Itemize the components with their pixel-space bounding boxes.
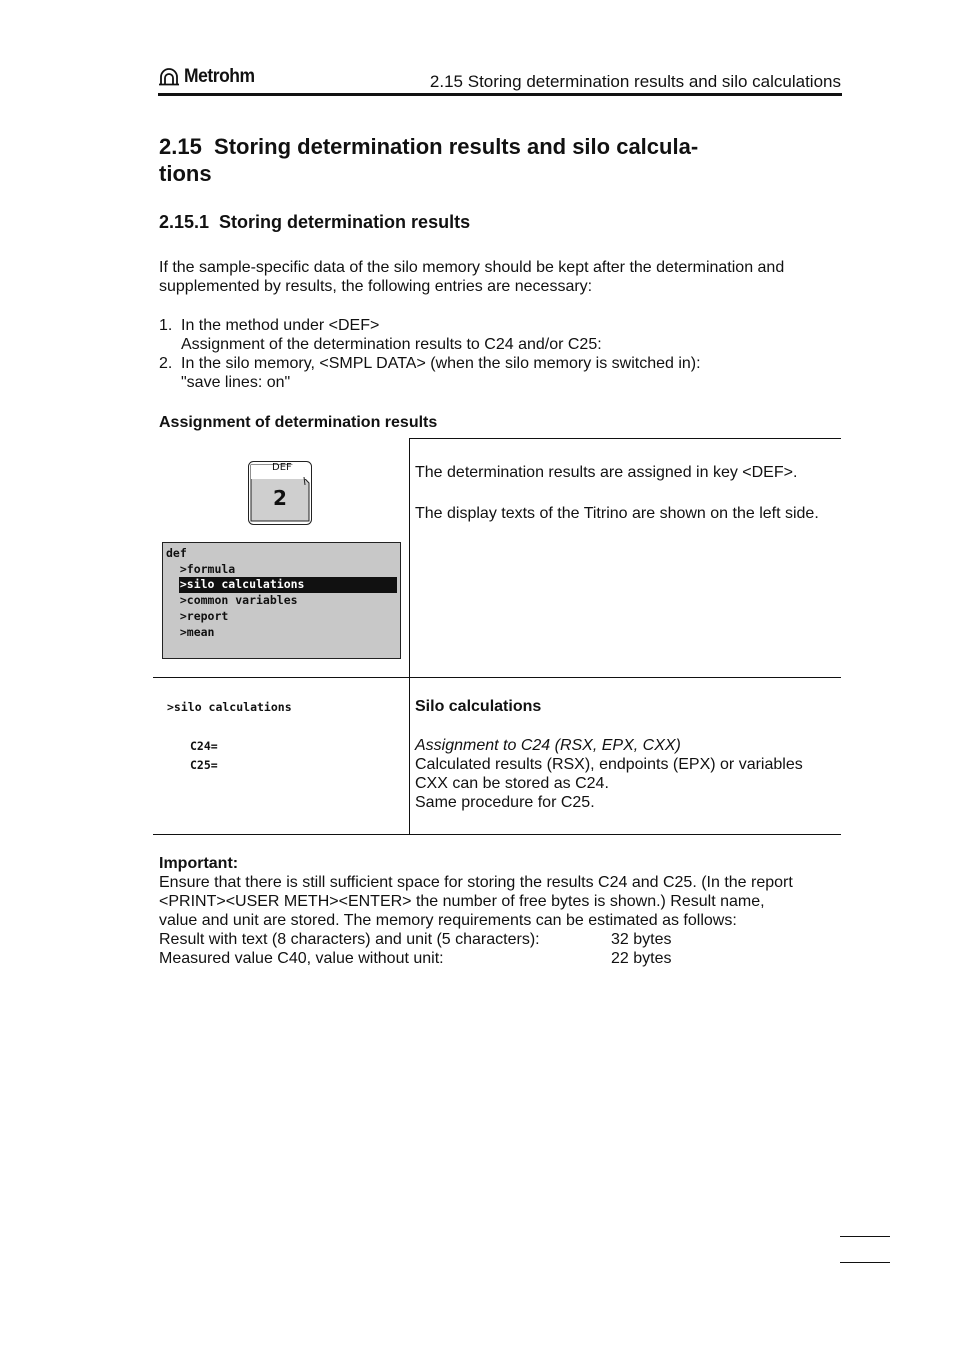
section-heading-line2: tions	[159, 161, 212, 186]
header-section-title: 2.15 Storing determination results and silo calculations	[429, 72, 841, 91]
memory-row	[159, 930, 849, 949]
step-line: Assignment of the determination results to C24 and/or C25:	[181, 336, 602, 353]
memory-label: Measured value C40, value without unit:	[159, 950, 444, 967]
table-column-divider	[409, 438, 410, 835]
display-line: >report	[166, 608, 229, 623]
key-label: DEF	[272, 462, 292, 473]
step-line: In the method under <DEF>	[181, 317, 380, 334]
table-row-divider	[153, 677, 841, 678]
display-line: >mean	[166, 624, 215, 639]
key-number: 2	[273, 486, 287, 510]
row1-paragraph: The display texts of the Titrino are shown on the left side.	[415, 505, 819, 522]
silo-display-c24: C24=	[190, 739, 218, 753]
display-line: >formula	[166, 561, 236, 576]
silo-subheading: Assignment to C24 (RSX, EPX, CXX)	[415, 737, 681, 754]
silo-body-line: CXX can be stored as C24.	[415, 775, 609, 792]
assignment-heading: Assignment of determination results	[159, 414, 438, 431]
silo-heading: Silo calculations	[415, 698, 542, 715]
memory-value: 22 bytes	[611, 950, 672, 967]
header-rule	[158, 93, 842, 96]
step-line: In the silo memory, <SMPL DATA> (when the silo memory is switched in):	[181, 355, 701, 372]
subsection-heading: 2.15.1 Storing determination results	[159, 212, 471, 232]
step-number: 2.	[159, 355, 173, 372]
step-number: 1.	[159, 317, 173, 334]
silo-text	[415, 697, 845, 812]
row1-text	[415, 463, 845, 523]
list-item	[159, 316, 849, 354]
memory-value: 32 bytes	[611, 931, 672, 948]
display-line-selected: >silo calculations	[166, 577, 305, 592]
important-line: value and unit are stored. The memory requirements can be estimated as follows:	[159, 912, 737, 929]
important-line: <PRINT><USER METH><ENTER> the number of free bytes is shown.) Result name,	[159, 893, 765, 910]
silo-display-c25: C25=	[190, 758, 218, 772]
intro-paragraph: If the sample-specific data of the silo memory should be kept after the determination and supplemented by results, the following entries are necessary:	[159, 259, 785, 295]
silo-body-line: Same procedure for C25.	[415, 794, 595, 811]
display-line: >common variables	[166, 593, 298, 608]
page-marker-rule	[840, 1236, 890, 1237]
row1-paragraph: The determination results are assigned in key <DEF>.	[415, 464, 798, 481]
brand-logo	[158, 66, 261, 88]
titrino-display	[162, 542, 401, 659]
list-item	[159, 354, 849, 392]
important-line: Ensure that there is still sufficient space for storing the results C24 and C25. (In the report	[159, 874, 793, 891]
metrohm-logo-icon	[158, 68, 180, 86]
page-marker-rule	[840, 1262, 890, 1263]
table-bottom-rule	[153, 834, 841, 835]
section-heading-line1: 2.15 Storing determination results and silo calcula-	[159, 134, 699, 159]
silo-body-line: Calculated results (RSX), endpoints (EPX) or variables	[415, 756, 803, 773]
important-heading: Important:	[159, 855, 239, 872]
silo-display-title: >silo calculations	[167, 700, 292, 714]
steps-list	[159, 316, 849, 392]
memory-row	[159, 949, 849, 968]
section-heading	[159, 133, 849, 187]
brand-name: Metrohm	[184, 66, 255, 87]
important-block	[159, 854, 849, 968]
table-top-rule	[409, 438, 841, 439]
step-line: "save lines: on"	[181, 374, 291, 391]
memory-label: Result with text (8 characters) and unit (5 characters):	[159, 931, 540, 948]
display-line: def	[166, 546, 187, 560]
def-key-icon	[248, 461, 312, 525]
